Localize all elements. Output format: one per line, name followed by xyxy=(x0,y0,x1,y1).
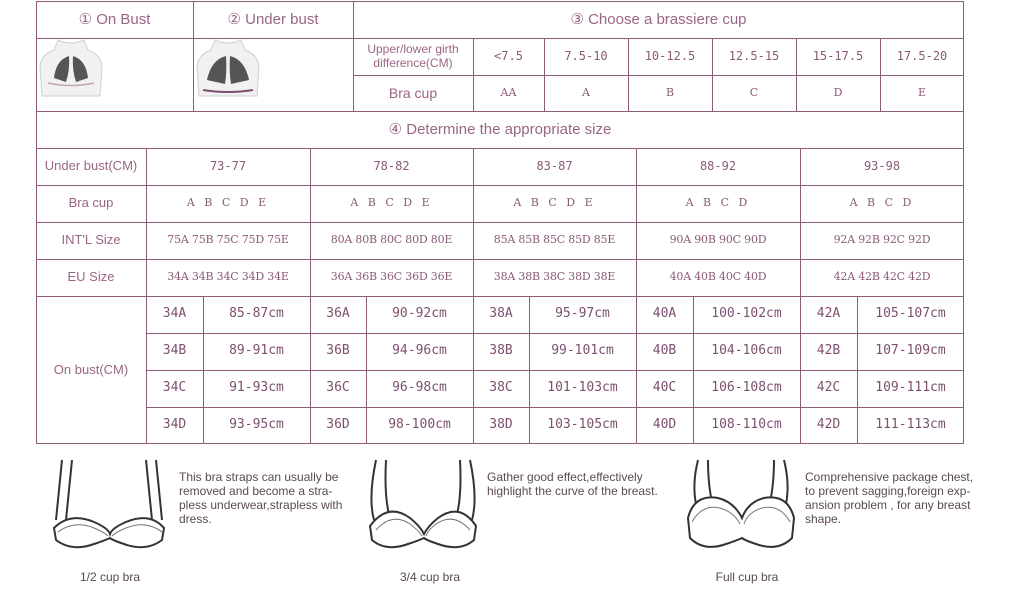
bra-cup-row-label: Bra cup xyxy=(68,195,114,211)
half-cup-description: This bra straps can usually be removed and become a stra-pless underwear,strapless with dress. xyxy=(179,470,343,526)
cup-letters-cell: A B C D E xyxy=(186,196,270,210)
under-bust-row-label: Under bust(CM) xyxy=(44,158,138,174)
under-bust-range-cell: 93-98 xyxy=(863,158,901,173)
three-quarter-cup-caption: 3/4 cup bra xyxy=(399,570,461,584)
on-bust-illustration xyxy=(36,38,193,111)
band-size-cell: 38D xyxy=(489,417,513,433)
on-bust-range-cell: 108-110cm xyxy=(711,417,782,433)
cup-letters-cell: A B C D xyxy=(685,196,751,210)
cup-letter-cell: D xyxy=(833,85,843,99)
band-size-cell: 42A xyxy=(816,306,841,322)
cup-letter-cell: E xyxy=(917,85,927,99)
on-bust-range-cell: 93-95cm xyxy=(229,417,284,433)
eu-size-row-label: EU Size xyxy=(67,269,115,285)
cup-letters-cell: A B C D xyxy=(849,196,915,210)
mannequin-under-bust-icon xyxy=(193,38,263,100)
on-bust-range-cell: 95-97cm xyxy=(555,306,610,322)
on-bust-range-cell: 90-92cm xyxy=(392,306,447,322)
on-bust-range-cell: 111-113cm xyxy=(875,417,946,433)
step1-heading: ① On Bust xyxy=(78,10,151,28)
on-bust-range-cell: 85-87cm xyxy=(229,306,284,322)
intl-size-cell: 85A 85B 85C 85D 85E xyxy=(493,233,616,247)
band-size-cell: 36B xyxy=(326,343,350,359)
band-size-cell: 36A xyxy=(326,306,350,322)
eu-size-cell: 38A 38B 38C 38D 38E xyxy=(493,270,616,284)
on-bust-range-cell: 104-106cm xyxy=(711,343,782,359)
girth-range-cell: 12.5-15 xyxy=(728,48,780,63)
girth-range-cell: 10-12.5 xyxy=(644,48,696,63)
band-size-cell: 36C xyxy=(326,380,350,396)
eu-size-cell: 40A 40B 40C 40D xyxy=(669,270,767,284)
on-bust-range-cell: 100-102cm xyxy=(711,306,782,322)
on-bust-range-cell: 101-103cm xyxy=(547,380,618,396)
band-size-cell: 42C xyxy=(816,380,841,396)
intl-size-cell: 92A 92B 92C 92D xyxy=(833,233,931,247)
half-cup-caption: 1/2 cup bra xyxy=(79,570,141,584)
step4-heading: ④ Determine the appropriate size xyxy=(388,120,612,138)
cup-letters-cell: A B C D E xyxy=(350,196,433,210)
intl-size-cell: 80A 80B 80C 80D 80E xyxy=(330,233,453,247)
on-bust-range-cell: 89-91cm xyxy=(229,343,284,359)
on-bust-range-cell: 109-111cm xyxy=(875,380,946,396)
on-bust-range-cell: 94-96cm xyxy=(392,343,447,359)
on-bust-range-cell: 107-109cm xyxy=(875,343,946,359)
band-size-cell: 38C xyxy=(489,380,513,396)
on-bust-range-cell: 91-93cm xyxy=(229,380,284,396)
three-quarter-cup-description: Gather good effect,effectively highlight the curve of the breast. xyxy=(487,470,658,498)
band-size-cell: 40A xyxy=(652,306,677,322)
cup-letter-cell: B xyxy=(665,85,675,99)
band-size-cell: 34C xyxy=(162,380,187,396)
mannequin-on-bust-icon xyxy=(36,38,106,98)
girth-range-cell: <7.5 xyxy=(494,48,523,63)
band-size-cell: 34D xyxy=(162,417,187,433)
size-chart xyxy=(36,1,964,444)
half-cup-bra-icon xyxy=(50,458,168,553)
band-size-cell: 40D xyxy=(652,417,677,433)
cup-letter-cell: AA xyxy=(500,85,517,99)
band-size-cell: 38A xyxy=(489,306,513,322)
step2-heading: ② Under bust xyxy=(227,10,319,28)
band-size-cell: 42D xyxy=(816,417,841,433)
on-bust-range-cell: 96-98cm xyxy=(392,380,447,396)
on-bust-range-cell: 98-100cm xyxy=(388,417,451,433)
full-cup-caption: Full cup bra xyxy=(715,570,779,584)
girth-range-cell: 15-17.5 xyxy=(812,48,864,63)
eu-size-cell: 36A 36B 36C 36D 36E xyxy=(330,270,453,284)
cup-letter-cell: A xyxy=(582,85,590,99)
bra-styles-section xyxy=(0,450,1024,600)
three-quarter-cup-bra-icon xyxy=(364,458,482,553)
full-cup-bra-icon xyxy=(682,458,800,553)
on-bust-range-cell: 99-101cm xyxy=(551,343,614,359)
on-bust-row-label: On bust(CM) xyxy=(53,361,129,377)
intl-size-row-label: INT'L Size xyxy=(61,232,121,248)
on-bust-range-cell: 103-105cm xyxy=(547,417,618,433)
under-bust-illustration xyxy=(193,38,353,111)
girth-range-cell: 7.5-10 xyxy=(564,48,608,63)
girth-range-cell: 17.5-20 xyxy=(896,48,948,63)
under-bust-range-cell: 73-77 xyxy=(209,158,247,173)
girth-difference-label: Upper/lower girth difference(CM) xyxy=(367,41,459,70)
cup-letters-cell: A B C D E xyxy=(513,196,596,210)
band-size-cell: 38B xyxy=(489,343,513,359)
on-bust-range-cell: 105-107cm xyxy=(875,306,946,322)
eu-size-cell: 34A 34B 34C 34D 34E xyxy=(167,270,289,284)
band-size-cell: 40C xyxy=(652,380,677,396)
on-bust-range-cell: 106-108cm xyxy=(711,380,782,396)
band-size-cell: 34B xyxy=(162,343,187,359)
intl-size-cell: 75A 75B 75C 75D 75E xyxy=(167,233,289,247)
under-bust-range-cell: 88-92 xyxy=(699,158,737,173)
band-size-cell: 42B xyxy=(816,343,841,359)
cup-choice-label: Bra cup xyxy=(388,84,438,101)
band-size-cell: 36D xyxy=(326,417,350,433)
under-bust-range-cell: 83-87 xyxy=(536,158,573,173)
eu-size-cell: 42A 42B 42C 42D xyxy=(833,270,931,284)
step3-heading: ③ Choose a brassiere cup xyxy=(570,10,747,28)
cup-letter-cell: C xyxy=(749,85,759,99)
under-bust-range-cell: 78-82 xyxy=(373,158,410,173)
band-size-cell: 40B xyxy=(652,343,677,359)
band-size-cell: 34A xyxy=(162,306,187,322)
full-cup-description: Comprehensive package chest, to prevent sagging,foreign exp-ansion problem , for any breast shape. xyxy=(805,470,974,526)
intl-size-cell: 90A 90B 90C 90D xyxy=(669,233,767,247)
